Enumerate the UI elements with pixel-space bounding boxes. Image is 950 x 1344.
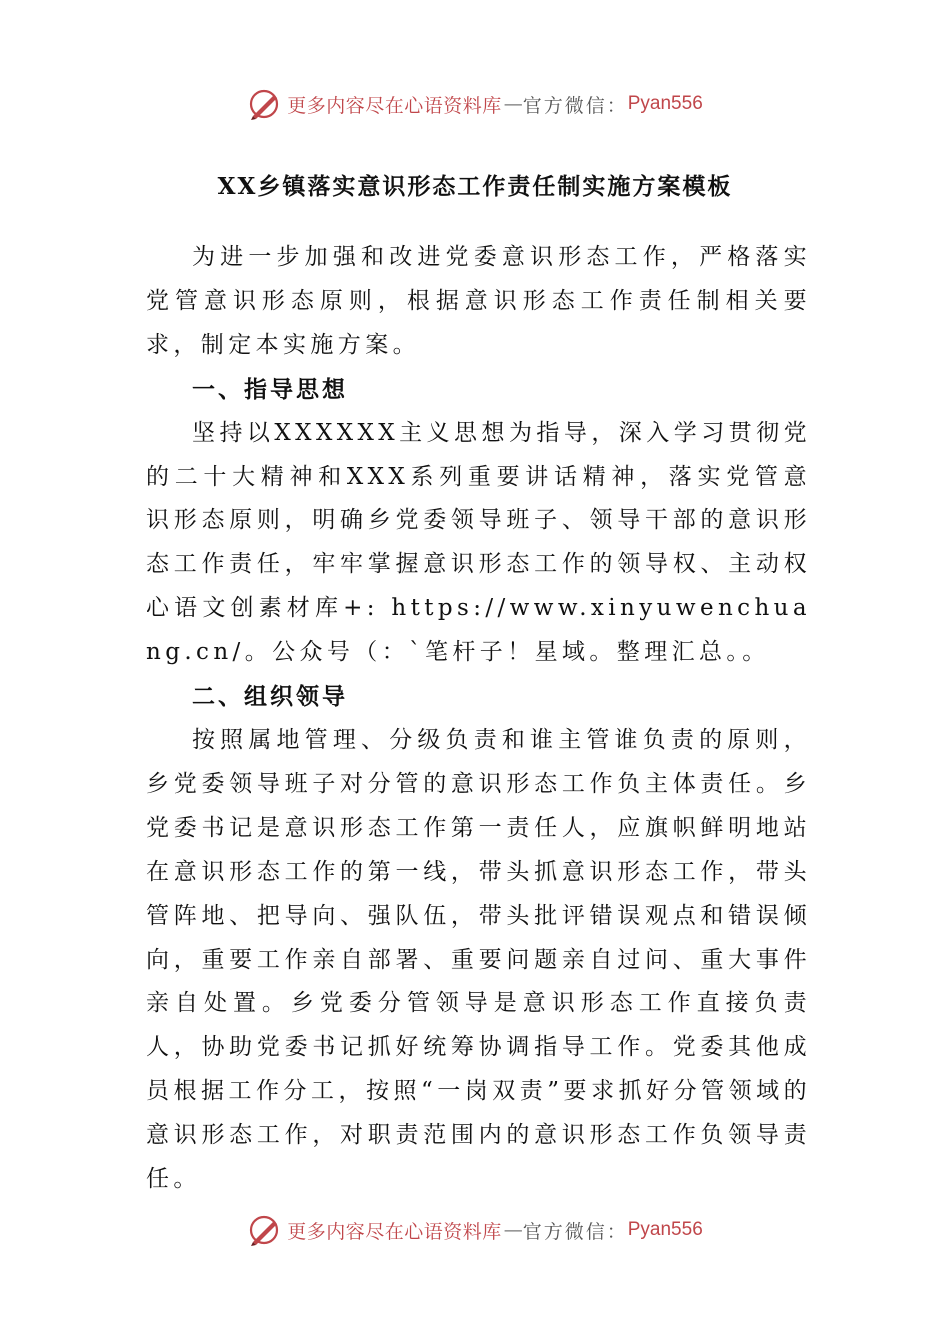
banner-wechat-label: 官方微信：	[522, 94, 628, 117]
section-heading-organization: 二、组织领导	[192, 683, 348, 711]
paragraph-organization: 按照属地管理、分级负责和谁主管谁负责的原则，乡党委领导班子对分管的意识形态工作负主体责任。乡党委书记是意识形态工作第一责任人，应旗帜鲜明地站在意识形态工作的第一线，带头抓意识形态工作，带头管阵地、把导向、强队伍，带头批评错误观点和错误倾向，重要工作亲自部署、重要问题亲自过问、重大事件亲自处置。乡党委分管领导是意识形态工作直接负责人，协助党委书记抓好统筹协调指导工作。党委其他成员根据工作分工，按照“一岗双责”要求抓好分管领域的意识形态工作，对职责范围内的意识形态工作负领导责任。	[146, 726, 811, 1193]
banner-wechat-id: Pyan556	[627, 1219, 703, 1240]
document-title: XX乡镇落实意识形态工作责任制实施方案模板	[217, 173, 733, 200]
pen-logo-icon	[247, 1213, 281, 1247]
banner-text: 更多内容尽在心语资料库	[287, 1220, 502, 1243]
footer-banner	[0, 1208, 950, 1252]
banner-wechat-id: Pyan556	[627, 93, 703, 114]
banner-separator: —	[503, 93, 523, 115]
pen-logo-icon	[247, 87, 281, 121]
header-banner	[0, 82, 950, 126]
paragraph-guiding-thought: 坚持以XXXXXX主义思想为指导，深入学习贯彻党的二十大精神和XXX系列重要讲话精神，落实党管意识形态原则，明确乡党委领导班子、领导干部的意识形态工作责任，牢牢掌握意识形态工作的领导权、主动权心语文创素材库+: https://www.xinyuwenchuang.cn/。公众号（：`笔杆子！星域。整理汇总。。	[146, 419, 811, 666]
paragraph-intro: 为进一步加强和改进党委意识形态工作，严格落实党管意识形态原则，根据意识形态工作责任制相关要求，制定本实施方案。	[146, 244, 811, 358]
banner-wechat-label: 官方微信：	[522, 1220, 628, 1243]
document-body	[146, 236, 811, 1202]
banner-separator: —	[503, 1219, 523, 1241]
banner-text: 更多内容尽在心语资料库	[287, 94, 502, 117]
section-heading-guiding-thought: 一、指导思想	[192, 375, 348, 403]
